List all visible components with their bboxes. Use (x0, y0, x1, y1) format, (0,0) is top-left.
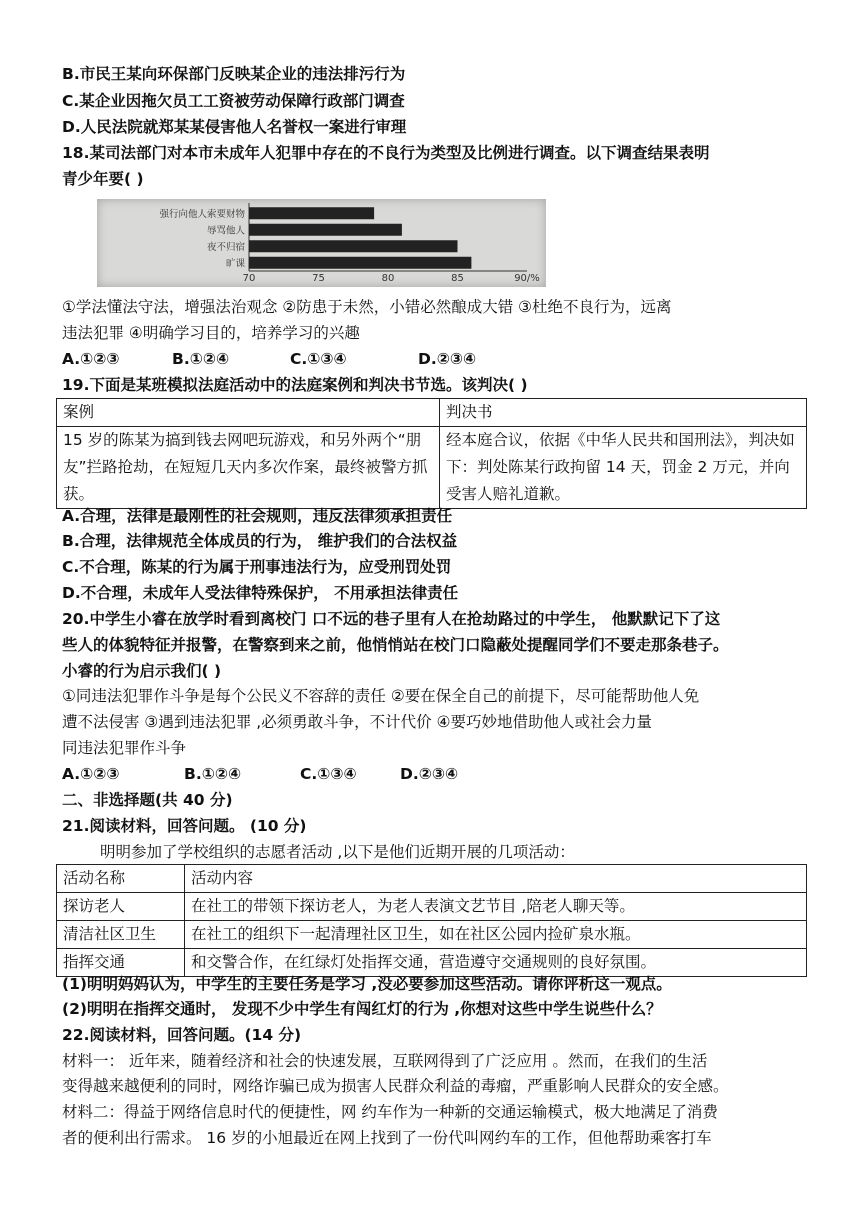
chart-category-label: 夜不归宿 (206, 241, 245, 253)
chart-tick-label: 70 (242, 273, 256, 284)
q22-material-2-line2: 者的便利出行需求。 16 岁的小旭最近在网上找到了一份代叫网约车的工作，但他帮助乘客打车 (62, 1129, 712, 1147)
q21-intro: 明明参加了学校组织的志愿者活动 ,以下是他们近期开展的几项活动： (100, 843, 575, 861)
chart-tick-label: 85 (451, 273, 464, 284)
q21-activity-content: 和交警合作，在红绿灯处指挥交通，营造遵守交通规则的良好氛围。 (185, 949, 807, 977)
q21-activity-content: 在社工的组织下一起清理社区卫生，如在社区公园内捡矿泉水瓶。 (185, 921, 807, 949)
chart-svg (97, 199, 546, 287)
q18-option-d: D.②③④ (418, 350, 477, 368)
chart-bar (249, 257, 471, 269)
q22-stem: 22.阅读材料，回答问题。(14 分) (62, 1026, 302, 1044)
chart-category-label: 旷课 (225, 258, 245, 270)
q21-activity-name: 指挥交通 (57, 949, 185, 977)
q19-judgment-text: 经本庭合议，依据《中华人民共和国刑法》，判决如下：判处陈某行政拘留 14 天，罚金 2 万元，并向受害人赔礼道歉。 (440, 427, 807, 509)
q18-option-b: B.①②④ (172, 350, 230, 368)
q21-activity-name: 清洁社区卫生 (57, 921, 185, 949)
q20-statement-line1: ①同违法犯罪作斗争是每个公民义不容辞的责任 ②要在保全自己的前提下，尽可能帮助他人免 (62, 687, 700, 705)
q19-case-text: 15 岁的陈某为搞到钱去网吧玩游戏，和另外两个“朋友”拦路抢劫，在短短几天内多次作案，最终被警方抓获。 (57, 427, 440, 509)
chart-category-label: 辱骂他人 (206, 225, 245, 237)
q20-option-b: B.①②④ (184, 765, 242, 783)
q19-stem: 19.下面是某班模拟法庭活动中的法庭案例和判决书节选。该判决( ) (62, 376, 528, 394)
q19-option-c: C.不合理，陈某的行为属于刑事违法行为，应受刑罚处罚 (62, 558, 452, 576)
q20-option-a: A.①②③ (62, 765, 120, 783)
q21-activity-content: 在社工的带领下探访老人，为老人表演文艺节目 ,陪老人聊天等。 (185, 893, 807, 921)
q20-stem-line2: 些人的体貌特征并报警，在警察到来之前，他悄悄站在校门口隐蔽处提醒同学们不要走那条巷子。 (62, 636, 729, 654)
chart-bar (249, 240, 458, 252)
q20-statement-line2: 遭不法侵害 ③遇到违法犯罪 ,必须勇敢斗争，不计代价 ④要巧妙地借助他人或社会力量 (62, 713, 653, 731)
chart-tick-label: 90/% (514, 273, 540, 284)
survey-bar-chart (97, 199, 546, 287)
q19-case-table (56, 398, 807, 509)
q22-material-1-line1: 材料一： 近年来，随着经济和社会的快速发展，互联网得到了广泛应用 。然而，在我们的生活 (62, 1052, 708, 1070)
q18-options (62, 348, 476, 370)
q21-question-1: (1)明明妈妈认为，中学生的主要任务是学习 ,没必要参加这些活动。请你评析这一观点。 (62, 975, 672, 993)
q20-stem-line3: 小睿的行为启示我们( ) (62, 662, 222, 680)
q21-activity-table (56, 864, 807, 977)
q20-statement-line3: 同违法犯罪作斗争 (62, 739, 187, 757)
section-2-heading: 二、非选择题(共 40 分) (62, 791, 233, 809)
q18-option-c: C.①③④ (290, 350, 347, 368)
q20-option-c: C.①③④ (300, 765, 357, 783)
q19-header-judgment: 判决书 (440, 399, 807, 427)
q18-stem-line2: 青少年要( ) (62, 170, 144, 188)
q21-stem: 21.阅读材料，回答问题。 (10 分) (62, 817, 307, 835)
q19-option-d: D.不合理，未成年人受法律特殊保护， 不用承担法律责任 (62, 584, 459, 602)
q17-option-d: D.人民法院就郑某某侵害他人名誉权一案进行审理 (62, 118, 407, 136)
q18-stem-line1: 18.某司法部门对本市未成年人犯罪中存在的不良行为类型及比例进行调查。以下调查结果表明 (62, 144, 710, 162)
q19-option-b: B.合理，法律规范全体成员的行为， 维护我们的合法权益 (62, 532, 458, 550)
q22-material-2-line1: 材料二：得益于网络信息时代的便捷性，网 约车作为一种新的交通运输模式，极大地满足了消费 (62, 1103, 718, 1121)
chart-bar (249, 224, 402, 236)
q19-header-case: 案例 (57, 399, 440, 427)
q17-option-c: C.某企业因拖欠员工工资被劳动保障行政部门调查 (62, 92, 405, 110)
q18-option-a: A.①②③ (62, 350, 120, 368)
chart-tick-label: 80 (381, 273, 395, 284)
q21-header-name: 活动名称 (57, 865, 185, 893)
q19-option-a: A.合理，法律是最刚性的社会规则，违反法律须承担责任 (62, 507, 453, 525)
chart-tick-label: 75 (312, 273, 325, 284)
q20-option-d: D.②③④ (400, 765, 459, 783)
q17-option-b: B.市民王某向环保部门反映某企业的违法排污行为 (62, 65, 406, 83)
q18-statement-line1: ①学法懂法守法，增强法治观念 ②防患于未然，小错必然酿成大错 ③杜绝不良行为，远离 (62, 298, 672, 316)
q20-stem-line1: 20.中学生小睿在放学时看到离校门 口不远的巷子里有人在抢劫路过的中学生， 他默默记下了这 (62, 610, 721, 628)
q18-statement-line2: 违法犯罪 ④明确学习目的，培养学习的兴趣 (62, 324, 360, 342)
chart-bar (249, 207, 374, 219)
q21-header-content: 活动内容 (185, 865, 807, 893)
q22-material-1-line2: 变得越来越便利的同时，网络诈骗已成为损害人民群众利益的毒瘤，严重影响人民群众的安全感。 (62, 1077, 729, 1095)
q20-options (62, 763, 458, 785)
chart-category-label: 强行向他人索要财物 (159, 208, 245, 220)
q21-question-2: (2)明明在指挥交通时， 发现不少中学生有闯红灯的行为 ,你想对这些中学生说些什么？ (62, 1000, 662, 1018)
q21-activity-name: 探访老人 (57, 893, 185, 921)
